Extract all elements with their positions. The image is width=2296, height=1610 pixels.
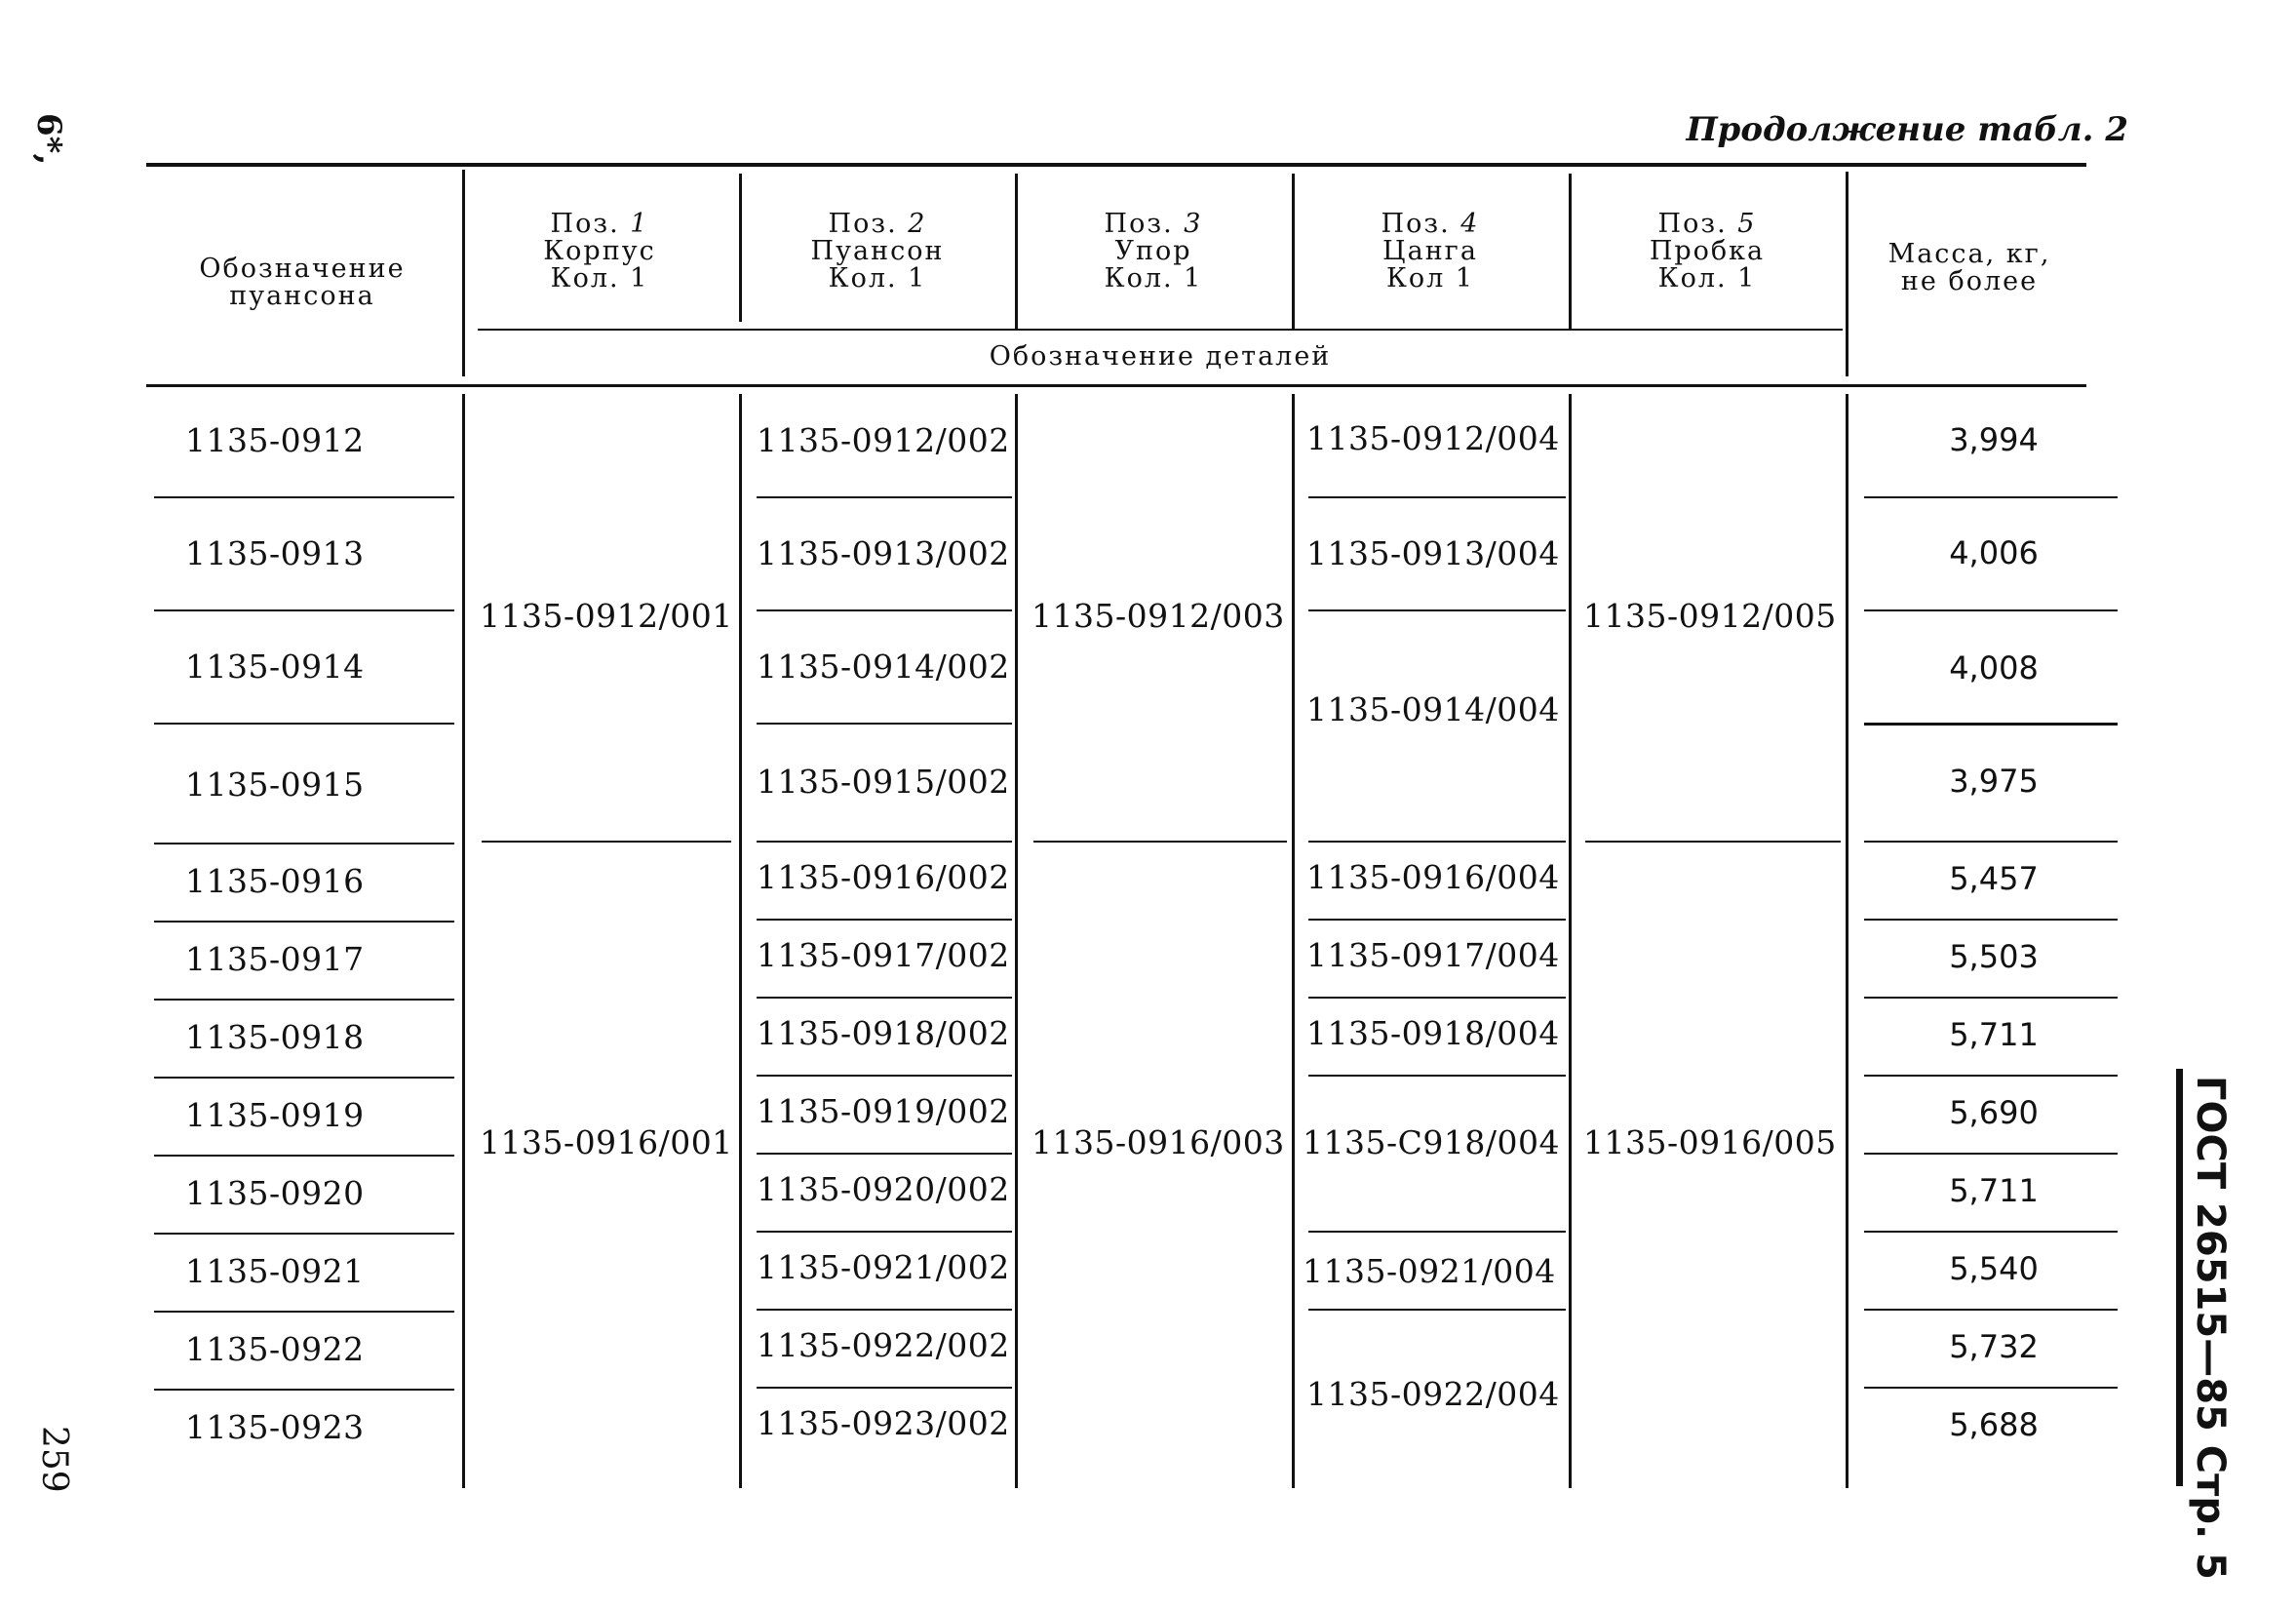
mass-cell: 5,503 [1949, 938, 2039, 975]
header-punch-designation: Обозначение пуансона [199, 254, 406, 311]
punch-pos2-cell: 1135-0921/002 [757, 1248, 1010, 1286]
punch-pos2-cell: 1135-0913/002 [757, 534, 1010, 572]
collet-pos4-cell: 1135-0917/004 [1306, 936, 1560, 974]
standard-page-label: ГОСТ 26515—85 Стр. 5 [2188, 1076, 2233, 1580]
header-bottom-rule [146, 384, 2086, 387]
header-vline-6 [1846, 172, 1848, 376]
punch-designation-cell: 1135-0912 [185, 421, 365, 459]
plug-pos5-cell: 1135-0912/005 [1583, 597, 1837, 635]
row-rule [757, 723, 1012, 725]
row-rule [757, 1309, 1012, 1311]
punch-designation-cell: 1135-0920 [185, 1174, 365, 1212]
page-number: 259 [34, 1426, 74, 1493]
punch-pos2-cell: 1135-0922/002 [757, 1326, 1010, 1364]
table-continuation-title: Продолжение табл. 2 [1686, 110, 2128, 149]
mass-cell: 5,711 [1949, 1016, 2039, 1053]
row-rule [1308, 496, 1566, 498]
row-rule [1864, 997, 2118, 999]
body-vline-4 [1292, 394, 1295, 1488]
punch-designation-cell: 1135-0915 [185, 766, 365, 804]
collet-pos4-cell: 1135-0913/004 [1306, 534, 1560, 572]
punch-designation-cell: 1135-0922 [185, 1330, 365, 1368]
header-mass: Масса, кг, не более [1887, 239, 2051, 296]
header-pos1-body: Поз. 1 Корпус Кол. 1 [543, 209, 656, 294]
row-rule [1308, 919, 1566, 921]
row-rule [757, 997, 1012, 999]
punch-pos2-cell: 1135-0914/002 [757, 648, 1010, 686]
punch-designation-cell: 1135-0919 [185, 1096, 365, 1134]
row-rule [1864, 1387, 2118, 1389]
header-vline-2 [739, 174, 742, 322]
row-rule [154, 1311, 454, 1313]
stop-pos3-cell: 1135-0916/003 [1031, 1123, 1285, 1161]
row-rule [1308, 841, 1566, 843]
punch-designation-cell: 1135-0918 [185, 1018, 365, 1056]
body-vline-3 [1015, 394, 1018, 1488]
punch-pos2-cell: 1135-0919/002 [757, 1092, 1010, 1130]
header-vline-5 [1569, 174, 1572, 330]
row-rule [154, 723, 454, 725]
row-rule [154, 1077, 454, 1079]
mass-cell: 3,994 [1949, 421, 2039, 458]
row-rule [757, 1387, 1012, 1389]
punch-designation-cell: 1135-0923 [185, 1408, 365, 1446]
row-rule [1864, 1075, 2118, 1077]
row-rule [1864, 1231, 2118, 1233]
body-vline-2 [739, 394, 742, 1488]
margin-page-mark: 6*, [29, 113, 68, 166]
header-details-designation: Обозначение деталей [989, 341, 1332, 372]
mass-cell: 5,690 [1949, 1094, 2039, 1131]
row-rule [757, 1075, 1012, 1077]
punch-pos2-cell: 1135-0917/002 [757, 936, 1010, 974]
punch-pos2-cell: 1135-0915/002 [757, 763, 1010, 801]
header-vline-4 [1292, 174, 1295, 330]
row-rule [757, 496, 1012, 498]
mass-cell: 3,975 [1949, 763, 2039, 800]
punch-designation-cell: 1135-0917 [185, 940, 365, 978]
collet-pos4-cell: 1135-0912/004 [1306, 419, 1560, 457]
row-rule [154, 843, 454, 844]
punch-pos2-cell: 1135-0920/002 [757, 1170, 1010, 1208]
group-rule [1033, 841, 1287, 843]
mass-cell: 4,008 [1949, 649, 2039, 687]
punch-designation-cell: 1135-0916 [185, 862, 365, 900]
collet-pos4-cell: 1135-0914/004 [1306, 690, 1560, 728]
mass-cell: 5,540 [1949, 1250, 2039, 1287]
row-rule [1864, 609, 2118, 611]
body-vline-5 [1569, 394, 1572, 1488]
punch-pos2-cell: 1135-0923/002 [757, 1404, 1010, 1442]
collet-pos4-cell: 1135-С918/004 [1303, 1123, 1560, 1161]
row-rule [1864, 723, 2118, 726]
header-pos4-collet: Поз. 4 Цанга Кол 1 [1381, 209, 1480, 294]
row-rule [1308, 1309, 1566, 1311]
row-rule [1308, 1075, 1566, 1077]
group-rule [482, 841, 731, 843]
body-vline-1 [462, 394, 465, 1488]
mass-cell: 5,732 [1949, 1328, 2039, 1365]
collet-pos4-cell: 1135-0922/004 [1306, 1375, 1560, 1413]
mass-cell: 5,711 [1949, 1172, 2039, 1209]
row-rule [1864, 496, 2118, 498]
punch-designation-cell: 1135-0921 [185, 1252, 365, 1290]
mass-cell: 4,006 [1949, 534, 2039, 571]
row-rule [757, 1153, 1012, 1155]
punch-pos2-cell: 1135-0916/002 [757, 858, 1010, 896]
row-rule [757, 841, 1012, 843]
body-pos1-cell: 1135-0912/001 [480, 597, 733, 635]
table-top-rule [146, 163, 2086, 167]
mass-cell: 5,688 [1949, 1406, 2039, 1443]
row-rule [1864, 1153, 2118, 1155]
header-subrule [478, 329, 1843, 331]
collet-pos4-cell: 1135-0916/004 [1306, 858, 1560, 896]
standard-side-rule [2176, 1069, 2183, 1486]
row-rule [1308, 609, 1566, 611]
row-rule [757, 919, 1012, 921]
row-rule [1864, 919, 2118, 921]
punch-designation-cell: 1135-0913 [185, 534, 365, 572]
collet-pos4-cell: 1135-0918/004 [1306, 1014, 1560, 1052]
header-vline-3 [1015, 174, 1018, 330]
header-vline-1 [462, 170, 465, 376]
row-rule [154, 999, 454, 1001]
mass-cell: 5,457 [1949, 860, 2039, 897]
punch-pos2-cell: 1135-0912/002 [757, 421, 1010, 459]
row-rule [757, 1231, 1012, 1233]
row-rule [1864, 841, 2118, 843]
punch-pos2-cell: 1135-0918/002 [757, 1014, 1010, 1052]
group-rule [1585, 841, 1841, 843]
row-rule [1864, 1309, 2118, 1311]
header-pos3-stop: Поз. 3 Упор Кол. 1 [1104, 209, 1203, 294]
stop-pos3-cell: 1135-0912/003 [1031, 597, 1285, 635]
row-rule [154, 1155, 454, 1157]
row-rule [1308, 997, 1566, 999]
body-pos1-cell: 1135-0916/001 [480, 1123, 733, 1161]
header-pos2-punch: Поз. 2 Пуансон Кол. 1 [810, 209, 945, 294]
header-pos5-plug: Поз. 5 Пробка Кол. 1 [1649, 209, 1766, 294]
body-vline-6 [1846, 394, 1848, 1488]
collet-pos4-cell: 1135-0921/004 [1303, 1252, 1556, 1290]
row-rule [1308, 1231, 1566, 1233]
row-rule [154, 921, 454, 923]
plug-pos5-cell: 1135-0916/005 [1583, 1123, 1837, 1161]
punch-designation-cell: 1135-0914 [185, 648, 365, 686]
row-rule [757, 609, 1012, 611]
row-rule [154, 496, 454, 498]
row-rule [154, 1389, 454, 1391]
row-rule [154, 1233, 454, 1235]
row-rule [154, 609, 454, 611]
